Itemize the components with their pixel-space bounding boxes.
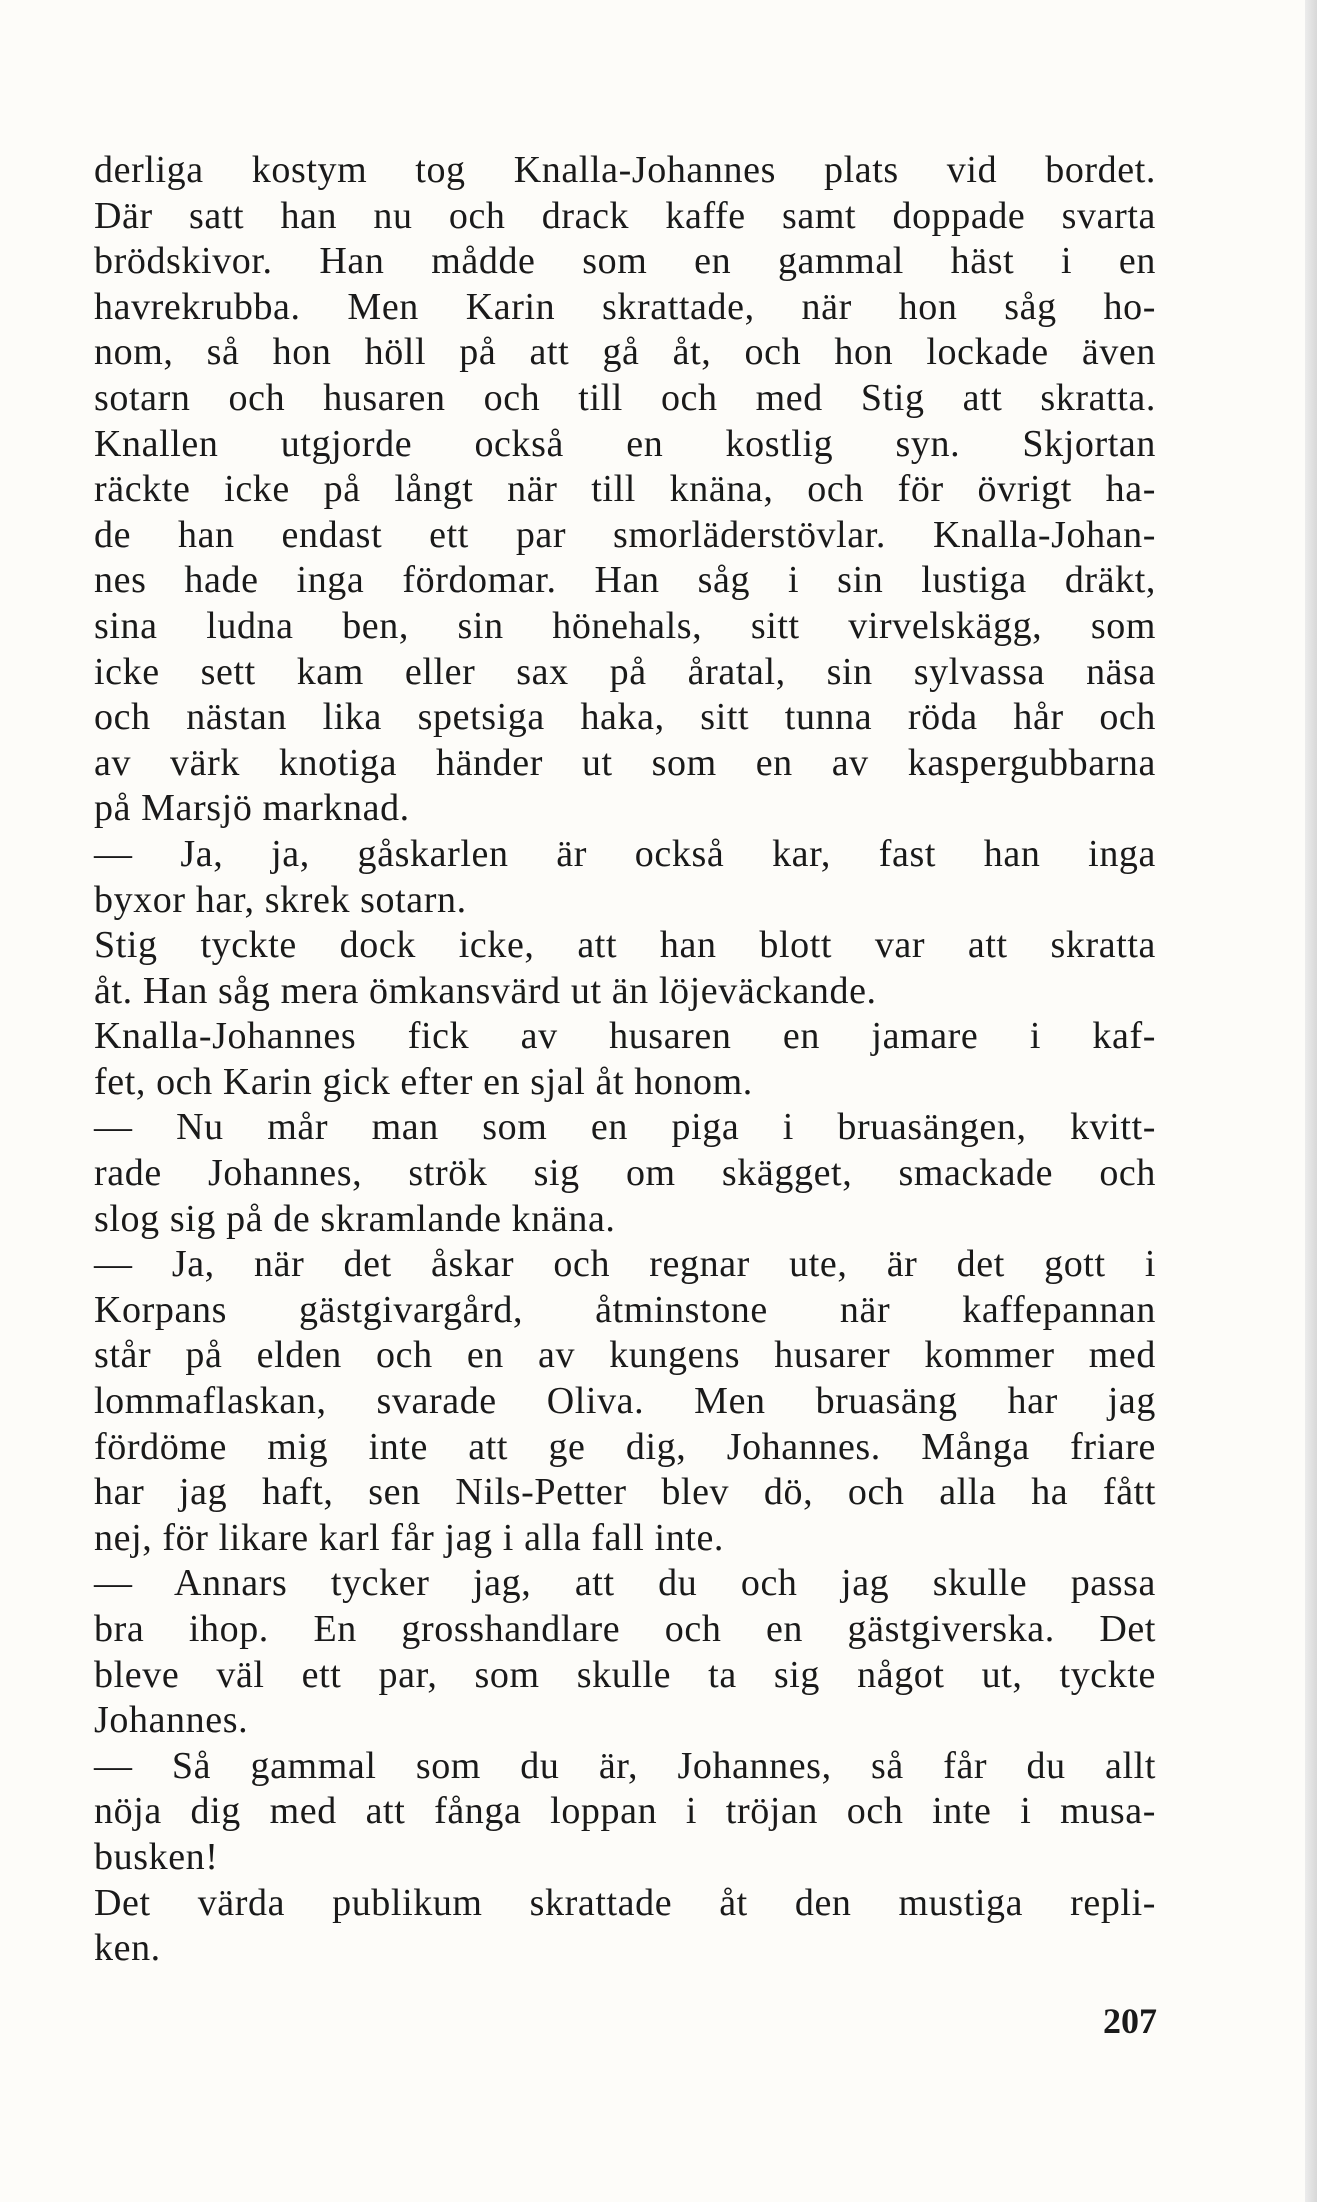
page-edge-shadow bbox=[1305, 0, 1317, 2202]
text-line: fet, och Karin gick efter en sjal åt honom. bbox=[94, 1060, 753, 1103]
text-line: busken! bbox=[94, 1835, 219, 1878]
text-line: byxor har, skrek sotarn. bbox=[94, 878, 467, 921]
body-text bbox=[94, 148, 1156, 1972]
text-line: — Nu mår man som en piga i bruasängen, kvitt- bbox=[94, 1106, 1156, 1149]
text-line: sotarn och husaren och till och med Stig att skratta. bbox=[94, 376, 1156, 419]
text-line: Johannes. bbox=[94, 1699, 249, 1742]
text-line: — Ja, när det åskar och regnar ute, är det gott i bbox=[94, 1243, 1156, 1286]
text-line: fördöme mig inte att ge dig, Johannes. Många friare bbox=[94, 1425, 1156, 1468]
text-line: nöja dig med att fånga loppan i tröjan och inte i musa- bbox=[94, 1790, 1156, 1833]
text-line: nej, för likare karl får jag i alla fall inte. bbox=[94, 1516, 725, 1559]
text-line: Knalla-Johannes fick av husaren en jamare i kaf- bbox=[94, 1015, 1156, 1058]
text-line: — Ja, ja, gåskarlen är också kar, fast han inga bbox=[94, 832, 1156, 875]
text-line: på Marsjö marknad. bbox=[94, 787, 410, 830]
text-line: Stig tyckte dock icke, att han blott var att skratta bbox=[94, 924, 1156, 967]
text-line: lommaflaskan, svarade Oliva. Men bruasäng har jag bbox=[94, 1380, 1156, 1423]
text-line: Där satt han nu och drack kaffe samt doppade svarta bbox=[94, 194, 1156, 237]
text-line: slog sig på de skramlande knäna. bbox=[94, 1197, 616, 1240]
text-line: nes hade inga fördomar. Han såg i sin lustiga dräkt, bbox=[94, 559, 1156, 602]
page-number: 207 bbox=[1103, 2001, 1157, 2041]
text-line: räckte icke på långt när till knäna, och för övrigt ha- bbox=[94, 468, 1156, 511]
text-line: havrekrubba. Men Karin skrattade, när hon såg ho- bbox=[94, 285, 1156, 328]
text-line: derliga kostym tog Knalla-Johannes plats vid bordet. bbox=[94, 149, 1156, 191]
text-line: har jag haft, sen Nils-Petter blev dö, och alla ha fått bbox=[94, 1471, 1156, 1514]
text-line: av värk knotiga händer ut som en av kaspergubbarna bbox=[94, 741, 1156, 784]
text-line: bra ihop. En grosshandlare och en gästgiverska. Det bbox=[94, 1608, 1156, 1650]
text-line: ken. bbox=[94, 1927, 161, 1970]
text-line: nom, så hon höll på att gå åt, och hon lockade även bbox=[94, 331, 1156, 374]
text-line: icke sett kam eller sax på åratal, sin sylvassa näsa bbox=[94, 650, 1156, 693]
text-line: — Annars tycker jag, att du och jag skulle passa bbox=[94, 1562, 1156, 1605]
text-line: Det värda publikum skrattade åt den mustiga repli- bbox=[94, 1881, 1156, 1924]
text-line: Korpans gästgivargård, åtminstone när kaffepannan bbox=[94, 1288, 1156, 1331]
text-line: åt. Han såg mera ömkansvärd ut än löjeväckande. bbox=[94, 969, 877, 1012]
text-line: de han endast ett par smorläderstövlar. Knalla-Johan- bbox=[94, 513, 1156, 556]
text-line: brödskivor. Han mådde som en gammal häst i en bbox=[94, 240, 1156, 283]
text-line: — Så gammal som du är, Johannes, så får du allt bbox=[94, 1744, 1156, 1787]
text-line: bleve väl ett par, som skulle ta sig något ut, tyckte bbox=[94, 1653, 1156, 1696]
text-line: sina ludna ben, sin hönehals, sitt virvelskägg, som bbox=[94, 604, 1156, 647]
text-line: rade Johannes, strök sig om skägget, smackade och bbox=[94, 1152, 1156, 1195]
text-line: Knallen utgjorde också en kostlig syn. Skjortan bbox=[94, 422, 1156, 465]
text-line: står på elden och en av kungens husarer kommer med bbox=[94, 1334, 1156, 1377]
text-line: och nästan lika spetsiga haka, sitt tunna röda hår och bbox=[94, 696, 1156, 739]
